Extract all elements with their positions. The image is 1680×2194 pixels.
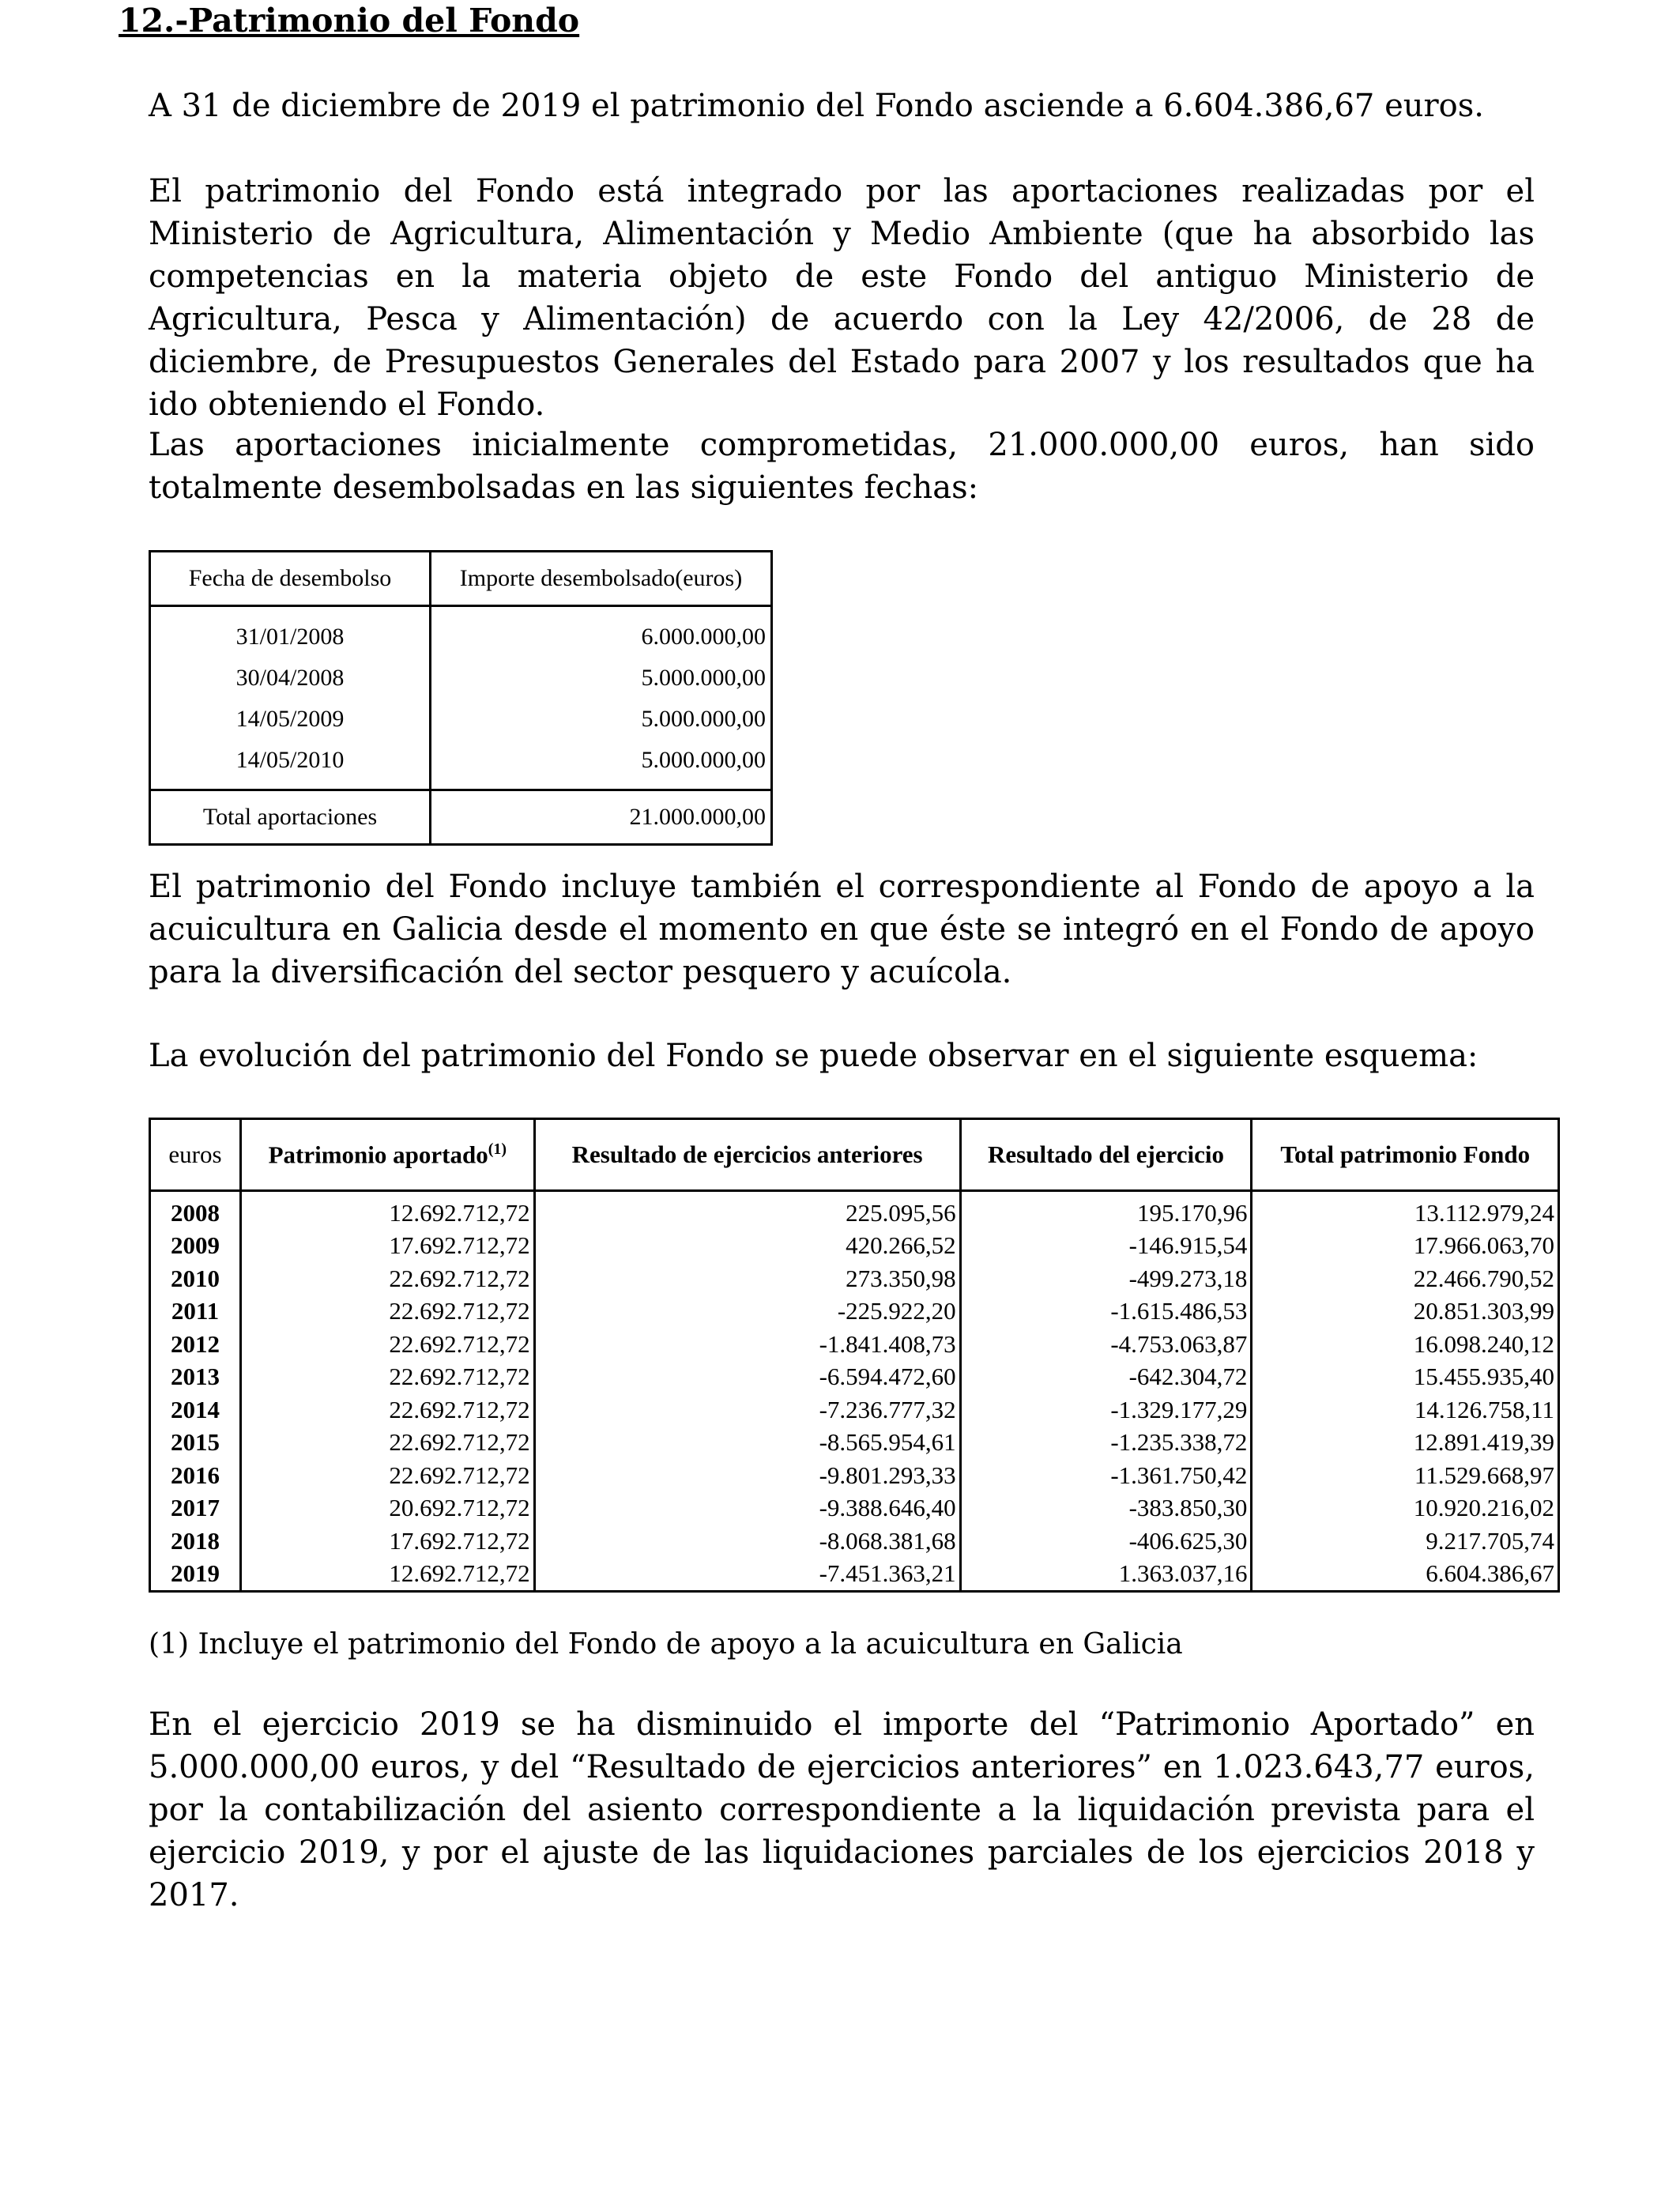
evolution-patrimonio-aportado: 12.692.712,72 [241, 1558, 535, 1592]
evolution-resultado-anteriores: -9.801.293,33 [534, 1459, 960, 1492]
evolution-resultado-ejercicio: -642.304,72 [960, 1361, 1252, 1394]
evolution-patrimonio-aportado: 22.692.712,72 [241, 1459, 535, 1492]
disbursement-total-amount: 21.000.000,00 [431, 790, 772, 845]
evolution-patrimonio-aportado: 22.692.712,72 [241, 1295, 535, 1329]
evolution-year: 2011 [171, 1297, 220, 1325]
evolution-patrimonio-aportado: 22.692.712,72 [241, 1328, 535, 1361]
evolution-patrimonio-aportado: 22.692.712,72 [241, 1361, 535, 1394]
evolution-total-patrimonio: 22.466.790,52 [1252, 1262, 1559, 1295]
disbursement-date: 31/01/2008 [150, 606, 431, 658]
evolution-total-patrimonio: 10.920.216,02 [1252, 1492, 1559, 1525]
evolution-total-patrimonio: 15.455.935,40 [1252, 1361, 1559, 1394]
evolution-resultado-ejercicio: -4.753.063,87 [960, 1328, 1252, 1361]
evolution-patrimonio-aportado: 22.692.712,72 [241, 1262, 535, 1295]
disbursement-row [150, 740, 772, 790]
evolution-resultado-ejercicio: -383.850,30 [960, 1492, 1252, 1525]
evolution-year: 2019 [171, 1559, 220, 1588]
evolution-resultado-ejercicio: -1.235.338,72 [960, 1427, 1252, 1460]
disbursement-header-date: Fecha de desembolso [150, 552, 431, 606]
disbursement-row [150, 699, 772, 740]
disbursement-row [150, 606, 772, 658]
evolution-row [150, 1191, 1559, 1230]
evolution-header-total: Total patrimonio Fondo [1252, 1119, 1559, 1191]
evolution-resultado-anteriores: -8.565.954,61 [534, 1427, 960, 1460]
evolution-total-patrimonio: 20.851.303,99 [1252, 1295, 1559, 1329]
disbursement-header-amount: Importe desembolsado(euros) [431, 552, 772, 606]
evolution-total-patrimonio: 9.217.705,74 [1252, 1525, 1559, 1558]
evolution-resultado-anteriores: 420.266,52 [534, 1230, 960, 1263]
evolution-row [150, 1492, 1559, 1525]
evolution-row [150, 1525, 1559, 1558]
evolution-resultado-ejercicio: -406.625,30 [960, 1525, 1252, 1558]
evolution-resultado-ejercicio: -499.273,18 [960, 1262, 1252, 1295]
disbursement-table [149, 550, 773, 846]
evolution-resultado-ejercicio: -146.915,54 [960, 1230, 1252, 1263]
evolution-resultado-ejercicio: -1.361.750,42 [960, 1459, 1252, 1492]
evolution-table-body [150, 1191, 1559, 1592]
evolution-resultado-anteriores: -1.841.408,73 [534, 1328, 960, 1361]
evolution-patrimonio-aportado: 17.692.712,72 [241, 1525, 535, 1558]
evolution-table [149, 1118, 1560, 1593]
footnote: (1) Incluye el patrimonio del Fondo de apoyo a la acuicultura en Galicia [149, 1628, 1183, 1661]
paragraph-ajuste: En el ejercicio 2019 se ha disminuido el importe del “Patrimonio Aportado” en 5.000.000,00 euros, y del “Resultado de ejercicios anteriores” en 1.023.643,77 euros, por la contabilización del asiento correspondiente a la liquidación prevista para el ejercicio 2019, y por el ajuste de las liquidaciones parciales de los ejercicios 2018 y 2017. [149, 1706, 1535, 1913]
evolution-header-ejercicio: Resultado del ejercicio [960, 1119, 1252, 1191]
evolution-header-row [150, 1119, 1559, 1191]
evolution-total-patrimonio: 13.112.979,24 [1252, 1191, 1559, 1230]
paragraph-patrimonio-total: A 31 de diciembre de 2019 el patrimonio del Fondo asciende a 6.604.386,67 euros. [149, 88, 1484, 124]
disbursement-amount: 6.000.000,00 [641, 624, 766, 650]
paragraph-composicion: El patrimonio del Fondo está integrado por las aportaciones realizadas por el Ministerio de Agricultura, Alimentación y Medio Ambiente (que ha absorbido las competencias en la materia objeto de este Fondo del antiguo Ministerio de Agricultura, Pesca y Alimentación) de acuerdo con la Ley 42/2006, de 28 de diciembre, de Presupuestos Generales del Estado para 2007 y los resultados que ha ido obteniendo el Fondo. [149, 173, 1535, 423]
evolution-patrimonio-aportado: 22.692.712,72 [241, 1427, 535, 1460]
evolution-resultado-anteriores: -6.594.472,60 [534, 1361, 960, 1394]
evolution-year: 2018 [171, 1526, 220, 1555]
evolution-resultado-anteriores: -7.451.363,21 [534, 1558, 960, 1592]
disbursement-total-label: Total aportaciones [150, 790, 431, 845]
evolution-resultado-anteriores: 225.095,56 [534, 1191, 960, 1230]
footnote-marker: (1) [488, 1140, 507, 1158]
evolution-year: 2008 [171, 1198, 220, 1227]
evolution-year: 2009 [171, 1231, 220, 1260]
evolution-resultado-ejercicio: 1.363.037,16 [960, 1558, 1252, 1592]
section-heading: 12.-Patrimonio del Fondo [119, 2, 580, 40]
paragraph-evolucion: La evolución del patrimonio del Fondo se puede observar en el siguiente esquema: [149, 1038, 1478, 1074]
evolution-row [150, 1328, 1559, 1361]
paragraph-aportaciones: Las aportaciones inicialmente comprometidas, 21.000.000,00 euros, han sido totalmente desembolsadas en las siguientes fechas: [149, 427, 1535, 506]
evolution-year: 2012 [171, 1329, 220, 1358]
disbursement-date: 14/05/2010 [150, 740, 431, 790]
evolution-year: 2010 [171, 1264, 220, 1292]
disbursement-date: 30/04/2008 [150, 658, 431, 699]
evolution-total-patrimonio: 16.098.240,12 [1252, 1328, 1559, 1361]
evolution-row [150, 1393, 1559, 1427]
evolution-resultado-anteriores: -7.236.777,32 [534, 1393, 960, 1427]
evolution-row [150, 1230, 1559, 1263]
evolution-total-patrimonio: 11.529.668,97 [1252, 1459, 1559, 1492]
evolution-year: 2014 [171, 1395, 220, 1423]
evolution-total-patrimonio: 6.604.386,67 [1252, 1558, 1559, 1592]
evolution-row [150, 1295, 1559, 1329]
disbursement-amount: 5.000.000,00 [641, 665, 766, 691]
paragraph-galicia: El patrimonio del Fondo incluye también el correspondiente al Fondo de apoyo a la acuicultura en Galicia desde el momento en que éste se integró en el Fondo de apoyo para la diversificación del sector pesquero y acuícola. [149, 869, 1535, 990]
disbursement-amount: 5.000.000,00 [641, 747, 766, 773]
disbursement-row [150, 658, 772, 699]
disbursement-total-row [150, 790, 772, 845]
evolution-resultado-ejercicio: 195.170,96 [960, 1191, 1252, 1230]
evolution-patrimonio-aportado: 12.692.712,72 [241, 1191, 535, 1230]
evolution-year: 2016 [171, 1461, 220, 1489]
evolution-resultado-anteriores: 273.350,98 [534, 1262, 960, 1295]
evolution-resultado-anteriores: -9.388.646,40 [534, 1492, 960, 1525]
evolution-total-patrimonio: 14.126.758,11 [1252, 1393, 1559, 1427]
evolution-header-patrimonio [241, 1119, 535, 1191]
evolution-resultado-anteriores: -8.068.381,68 [534, 1525, 960, 1558]
evolution-row [150, 1361, 1559, 1394]
evolution-year: 2013 [171, 1363, 220, 1391]
evolution-header-patrimonio-label: Patrimonio aportado [268, 1140, 488, 1169]
evolution-row [150, 1262, 1559, 1295]
evolution-header-anteriores: Resultado de ejercicios anteriores [534, 1119, 960, 1191]
disbursement-header-row [150, 552, 772, 606]
evolution-resultado-ejercicio: -1.329.177,29 [960, 1393, 1252, 1427]
evolution-patrimonio-aportado: 22.692.712,72 [241, 1393, 535, 1427]
disbursement-date: 14/05/2009 [150, 699, 431, 740]
evolution-header-unit: euros [150, 1119, 241, 1191]
evolution-row [150, 1459, 1559, 1492]
evolution-resultado-ejercicio: -1.615.486,53 [960, 1295, 1252, 1329]
evolution-total-patrimonio: 17.966.063,70 [1252, 1230, 1559, 1263]
evolution-total-patrimonio: 12.891.419,39 [1252, 1427, 1559, 1460]
evolution-resultado-anteriores: -225.922,20 [534, 1295, 960, 1329]
disbursement-amount: 5.000.000,00 [641, 706, 766, 732]
evolution-year: 2017 [171, 1494, 220, 1522]
evolution-year: 2015 [171, 1428, 220, 1457]
evolution-patrimonio-aportado: 20.692.712,72 [241, 1492, 535, 1525]
evolution-row [150, 1558, 1559, 1592]
evolution-patrimonio-aportado: 17.692.712,72 [241, 1230, 535, 1263]
evolution-row [150, 1427, 1559, 1460]
